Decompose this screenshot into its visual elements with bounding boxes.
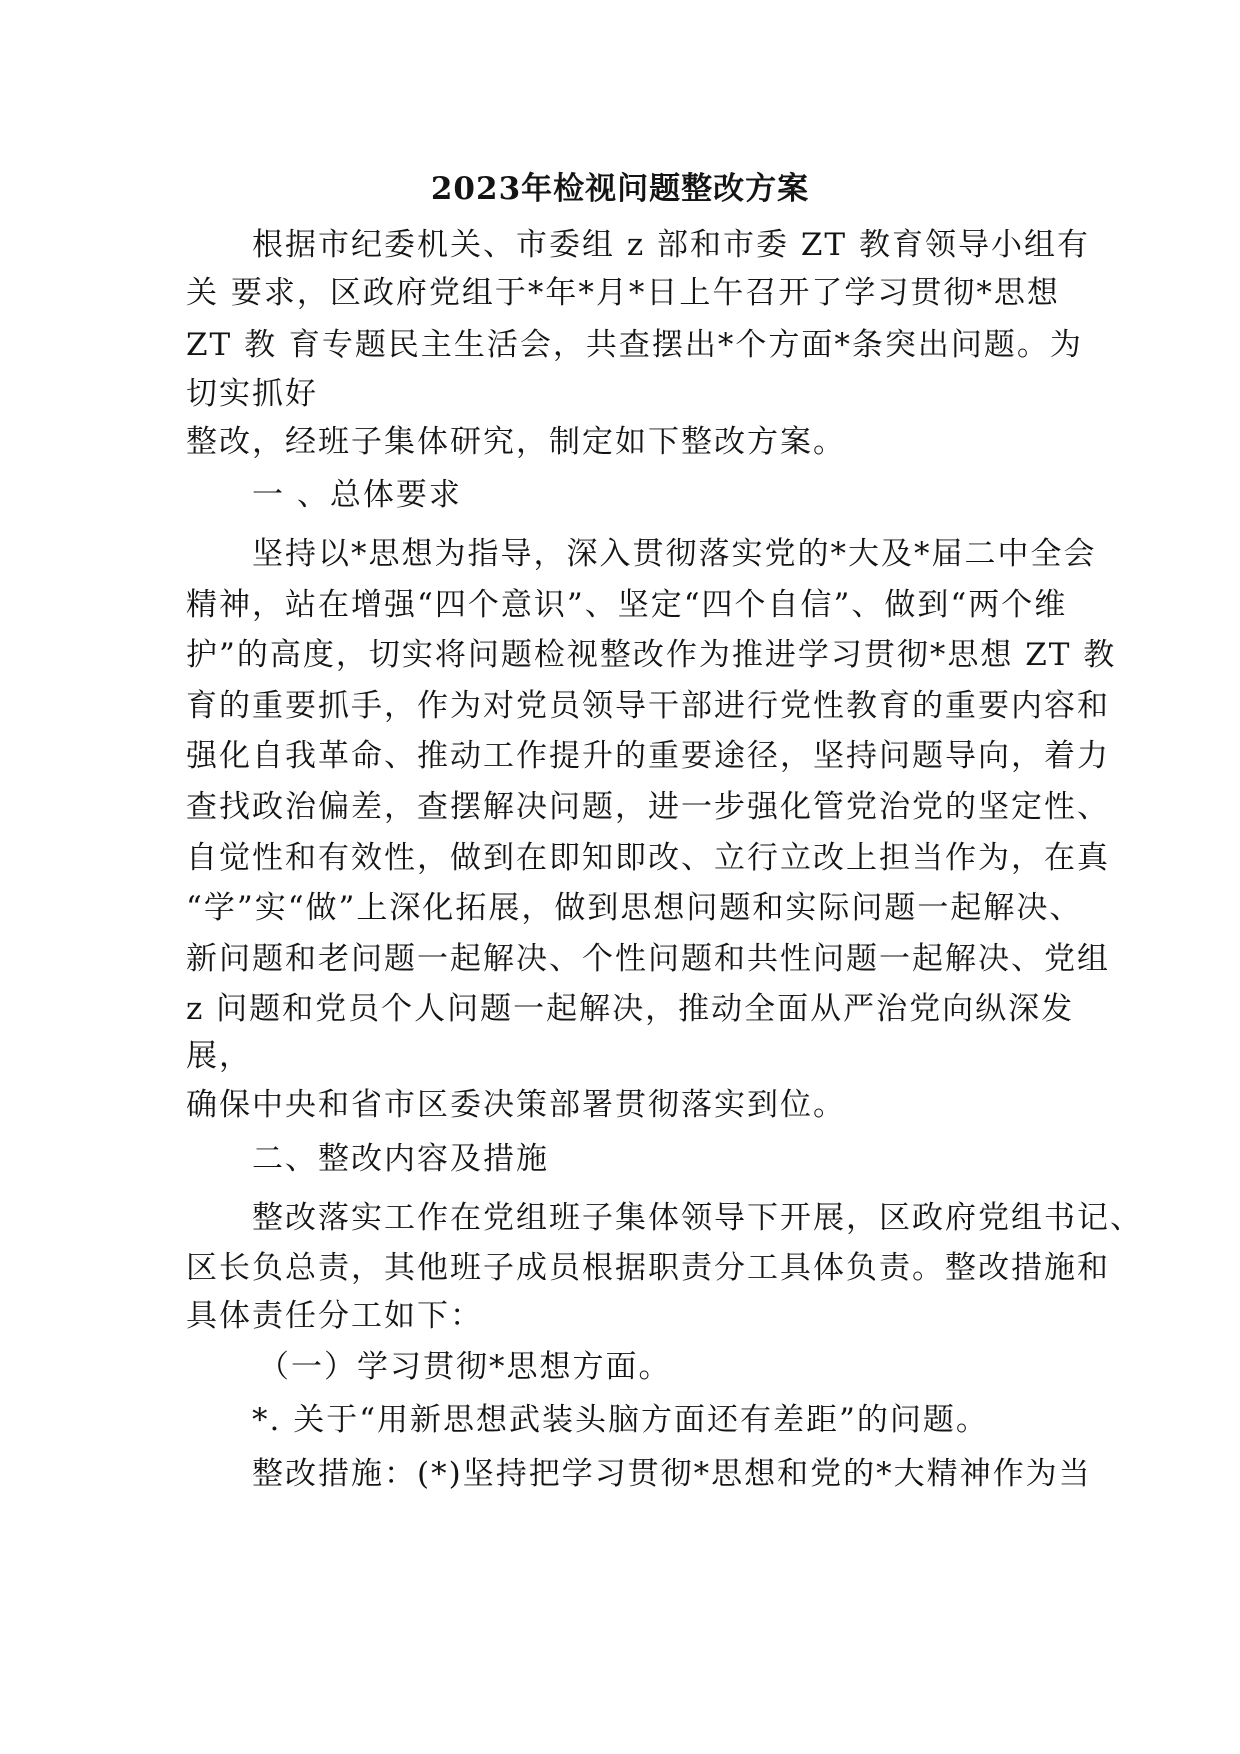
text-line: 切实抓好	[186, 376, 318, 412]
text-line: *. 关于“用新思想武装头脑方面还有差距”的问题。	[252, 1402, 989, 1438]
text-line: 整改落实工作在党组班子集体领导下开展，区政府党组书记、	[252, 1200, 1143, 1236]
text-line: 区长负总责，其他班子成员根据职责分工具体负责。整改措施和	[186, 1250, 1110, 1286]
text-line: “学”实“做”上深化拓展，做到思想问题和实际问题一起解决、	[186, 890, 1083, 926]
text-line: 坚持以*思想为指导，深入贯彻落实党的*大及*届二中全会	[252, 536, 1097, 572]
text-line: z 问题和党员个人问题一起解决，推动全面从严治党向纵深发	[186, 991, 1075, 1027]
text-line: 整改，经班子集体研究，制定如下整改方案。	[186, 424, 846, 460]
text-line: 强化自我革命、推动工作提升的重要途径，坚持问题导向，着力	[186, 738, 1110, 774]
text-line: 自觉性和有效性，做到在即知即改、立行立改上担当作为，在真	[186, 840, 1110, 876]
text-line: 新问题和老问题一起解决、个性问题和共性问题一起解决、党组	[186, 941, 1110, 977]
text-line: 查找政治偏差，查摆解决问题，进一步强化管党治党的坚定性、	[186, 789, 1110, 825]
text-line: 护”的高度，切实将问题检视整改作为推进学习贯彻*思想 ZT 教	[186, 637, 1117, 673]
text-line: ZT 教 育专题民主生活会，共查摆出*个方面*条突出问题。为	[186, 327, 1083, 363]
text-line: 具体责任分工如下：	[186, 1298, 483, 1334]
section-heading: 二、整改内容及措施	[252, 1141, 549, 1177]
text-line: 精神，站在增强“四个意识”、坚定“四个自信”、做到“两个维	[186, 587, 1068, 623]
text-line: 确保中央和省市区委决策部署贯彻落实到位。	[186, 1087, 846, 1123]
section-heading: 一 、总体要求	[252, 477, 462, 513]
text-line: 展，	[186, 1038, 252, 1074]
text-line: 整改措施：(*)坚持把学习贯彻*思想和党的*大精神作为当	[252, 1456, 1092, 1492]
text-line: 育的重要抓手，作为对党员领导干部进行党性教育的重要内容和	[186, 688, 1110, 724]
subsection-heading: （一）学习贯彻*思想方面。	[258, 1349, 672, 1385]
text-line: 根据市纪委机关、市委组 z 部和市委 ZT 教育领导小组有	[252, 227, 1090, 263]
text-line: 关 要求，区政府党组于*年*月*日上午召开了学习贯彻*思想	[186, 275, 1060, 311]
document-title: 2023年检视问题整改方案	[430, 171, 810, 207]
